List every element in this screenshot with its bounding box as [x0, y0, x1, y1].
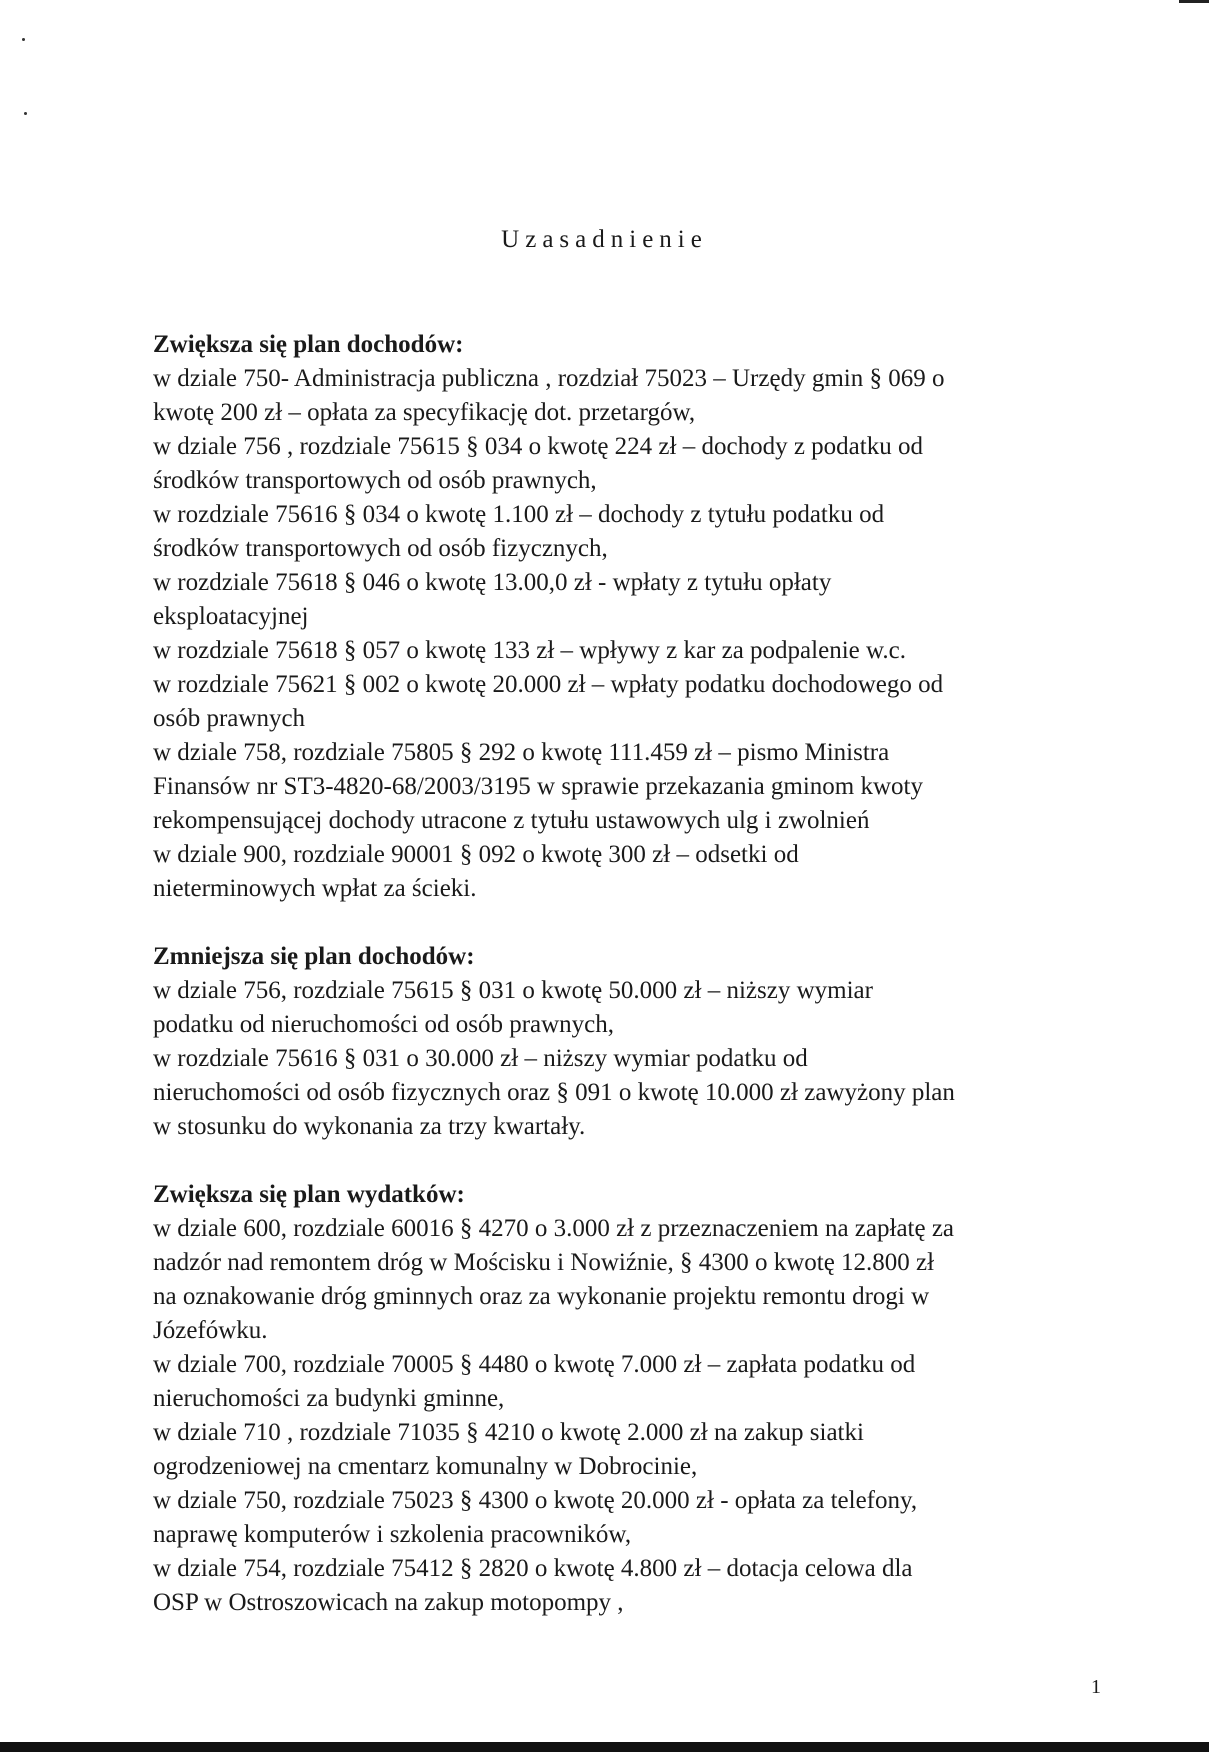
scan-speck [22, 38, 25, 41]
text-line: nadzór nad remontem dróg w Mościsku i Nowiźnie, § 4300 o kwotę 12.800 zł [153, 1249, 935, 1276]
text-line: w dziale 710 , rozdziale 71035 § 4210 o kwotę 2.000 zł na zakup siatki [153, 1419, 864, 1446]
text-line: w dziale 756, rozdziale 75615 § 031 o kwotę 50.000 zł – niższy wymiar [153, 977, 873, 1004]
text-line: w rozdziale 75618 § 057 o kwotę 133 zł – wpływy z kar za podpalenie w.c. [153, 637, 907, 664]
text-line: w stosunku do wykonania za trzy kwartały. [153, 1113, 586, 1140]
text-line: OSP w Ostroszowicach na zakup motopompy , [153, 1589, 624, 1616]
section-heading: Zwiększa się plan dochodów: [153, 331, 464, 358]
document-title: Uzasadnienie [501, 226, 708, 253]
text-line: środków transportowych od osób prawnych, [153, 467, 597, 494]
section-heading: Zmniejsza się plan dochodów: [153, 943, 475, 970]
text-line: w dziale 750, rozdziale 75023 § 4300 o kwotę 20.000 zł - opłata za telefony, [153, 1487, 918, 1514]
section-heading: Zwiększa się plan wydatków: [153, 1181, 465, 1208]
text-line: w rozdziale 75621 § 002 o kwotę 20.000 zł – wpłaty podatku dochodowego od [153, 671, 944, 698]
text-line: w rozdziale 75616 § 034 o kwotę 1.100 zł – dochody z tytułu podatku od [153, 501, 885, 528]
text-line: nieterminowych wpłat za ścieki. [153, 875, 477, 902]
text-line: Józefówku. [153, 1317, 268, 1344]
text-line: ogrodzeniowej na cmentarz komunalny w Dobrocinie, [153, 1453, 698, 1480]
document-body [153, 328, 1103, 1654]
text-line: w rozdziale 75618 § 046 o kwotę 13.00,0 zł - wpłaty z tytułu opłaty [153, 569, 832, 596]
text-line: w dziale 756 , rozdziale 75615 § 034 o kwotę 224 zł – dochody z podatku od [153, 433, 923, 460]
text-line: środków transportowych od osób fizycznych, [153, 535, 608, 562]
scan-edge-bar [0, 1742, 1209, 1752]
text-line: rekompensującej dochody utracone z tytułu ustawowych ulg i zwolnień [153, 807, 870, 834]
text-line: eksploatacyjnej [153, 603, 309, 630]
text-line: podatku od nieruchomości od osób prawnych, [153, 1011, 615, 1038]
text-line: kwotę 200 zł – opłata za specyfikację dot. przetargów, [153, 399, 696, 426]
text-line: w dziale 900, rozdziale 90001 § 092 o kwotę 300 zł – odsetki od [153, 841, 799, 868]
text-line: na oznakowanie dróg gminnych oraz za wykonanie projektu remontu drogi w [153, 1283, 930, 1310]
text-line: w dziale 758, rozdziale 75805 § 292 o kwotę 111.459 zł – pismo Ministra [153, 739, 890, 766]
text-line: nieruchomości od osób fizycznych oraz § 091 o kwotę 10.000 zł zawyżony plan [153, 1079, 955, 1106]
text-line: w rozdziale 75616 § 031 o 30.000 zł – niższy wymiar podatku od [153, 1045, 808, 1072]
section-income-increase [153, 328, 1103, 906]
section-expenses-increase [153, 1178, 1103, 1620]
scan-speck [24, 112, 27, 115]
text-line: naprawę komputerów i szkolenia pracowników, [153, 1521, 632, 1548]
text-line: w dziale 754, rozdziale 75412 § 2820 o kwotę 4.800 zł – dotacja celowa dla [153, 1555, 913, 1582]
text-line: osób prawnych [153, 705, 306, 732]
scan-edge-mark [1179, 0, 1209, 3]
section-income-decrease [153, 940, 1103, 1144]
page-number: 1 [1091, 1676, 1101, 1698]
text-line: w dziale 750- Administracja publiczna , rozdział 75023 – Urzędy gmin § 069 o [153, 365, 945, 392]
text-line: w dziale 700, rozdziale 70005 § 4480 o kwotę 7.000 zł – zapłata podatku od [153, 1351, 916, 1378]
text-line: nieruchomości za budynki gminne, [153, 1385, 505, 1412]
text-line: w dziale 600, rozdziale 60016 § 4270 o 3.000 zł z przeznaczeniem na zapłatę za [153, 1215, 955, 1242]
text-line: Finansów nr ST3-4820-68/2003/3195 w sprawie przekazania gminom kwoty [153, 773, 924, 800]
